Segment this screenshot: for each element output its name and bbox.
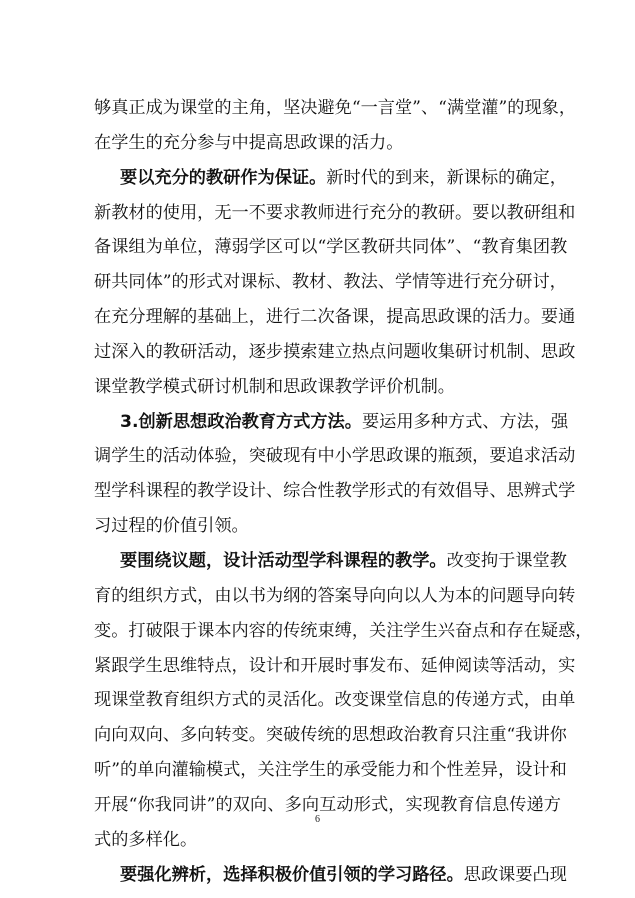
text-line: 备课组为单位，薄弱学区可以“学区教研共同体”、“教育集团教	[94, 237, 568, 258]
text-line: 育的组织方式，由以书为纲的答案导向向以人为本的问题导向转	[94, 585, 576, 606]
text-line: 变。打破限于课本内容的传统束缚，关注学生兴奋点和存在疑惑，	[94, 620, 593, 641]
text-line: 紧跟学生思维特点，设计和开展时事发布、延伸阅读等活动，实	[94, 655, 576, 676]
text-line: 型学科课程的教学设计、综合性教学形式的有效倡导、思辨式学	[94, 481, 576, 502]
paragraph-heading-line: 要强化辨析，选择积极价值引领的学习路径。思政课要凸现	[120, 864, 567, 885]
text-line: 现课堂教育组织方式的灵活化。改变课堂信息的传递方式，由单	[94, 690, 576, 711]
paragraph-heading: 要围绕议题，设计活动型学科课程的教学。	[120, 550, 447, 571]
text-line: 听”的单向灌输模式，关注学生的承受能力和个性差异，设计和	[94, 760, 567, 781]
section-heading-line: 3.创新思想政治教育方式方法。要运用多种方式、方法，强	[120, 411, 569, 432]
text-line: 向向双向、多向转变。突破传统的思想政治教育只注重“我讲你	[94, 725, 567, 746]
text-line: 在学生的充分参与中提高思政课的活力。	[94, 132, 404, 153]
paragraph-heading-line: 要以充分的教研作为保证。新时代的到来，新课标的确定，	[120, 167, 567, 188]
paragraph-heading-line: 要围绕议题，设计活动型学科课程的教学。改变拘于课堂教	[120, 550, 567, 571]
paragraph-heading: 要强化辨析，选择积极价值引领的学习路径。	[120, 864, 464, 885]
text-line: 新教材的使用，无一不要求教师进行充分的教研。要以教研组和	[94, 202, 576, 223]
text-line: 过深入的教研活动，逐步摸索建立热点问题收集研讨机制、思政	[94, 341, 576, 362]
text-line: 调学生的活动体验，突破现有中小学思政课的瓶颈，要追求活动	[94, 446, 576, 467]
text-line: 够真正成为课堂的主角，坚决避免“一言堂”、“满堂灌”的现象，	[94, 98, 577, 118]
page-number: 6	[315, 814, 320, 825]
section-heading: 3.创新思想政治教育方式方法。	[120, 411, 362, 432]
text-line: 研共同体”的形式对课标、教材、教法、学情等进行充分研讨，	[94, 272, 567, 293]
text-line: 习过程的价值引领。	[94, 516, 249, 537]
paragraph-heading: 要以充分的教研作为保证。	[120, 167, 327, 188]
text-line: 课堂教学模式研讨机制和思政课教学评价机制。	[94, 376, 455, 397]
body-text	[94, 91, 593, 892]
text-line: 开展“你我同讲”的双向、多向互动形式，实现教育信息传递方	[94, 794, 561, 815]
text-line: 式的多样化。	[94, 829, 198, 850]
text-line: 在充分理解的基础上，进行二次备课，提高思政课的活力。要通	[94, 307, 576, 328]
